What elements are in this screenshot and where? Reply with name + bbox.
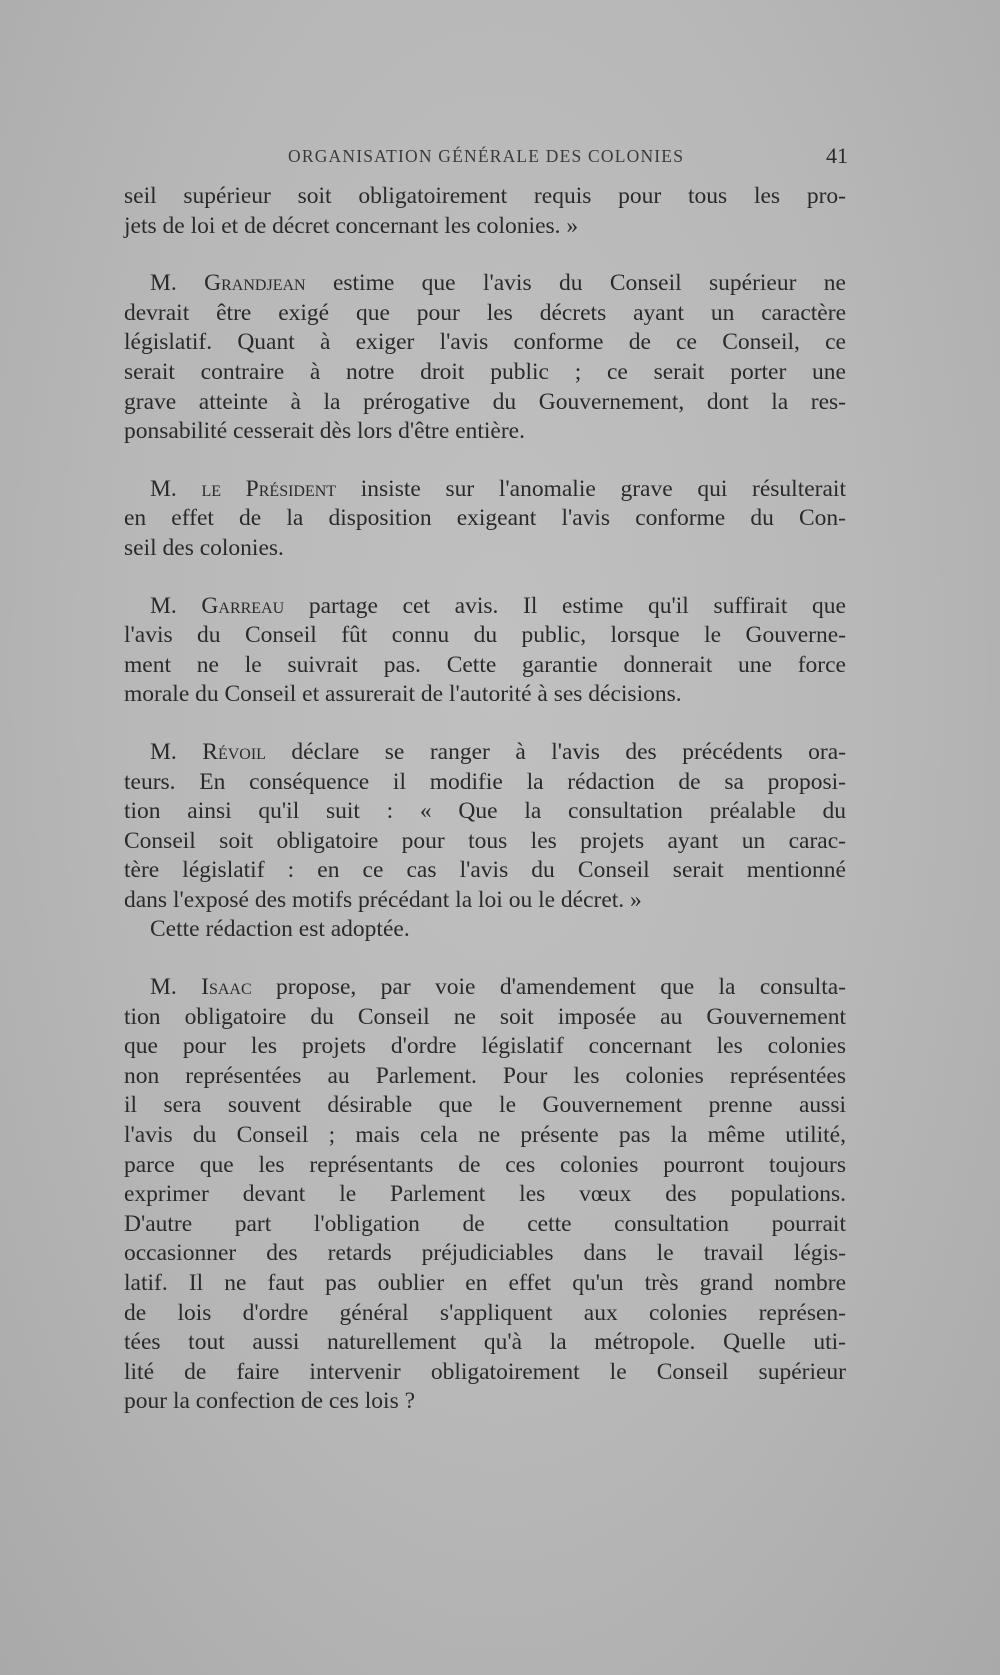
text-line: D'autre part l'obligation de cette consultation pourrait <box>124 1210 846 1237</box>
text-line: grave atteinte à la prérogative du Gouvernement, dont la res- <box>124 388 846 415</box>
text-line: devrait être exigé que pour les décrets ayant un caractère <box>124 299 846 326</box>
first-line-rest: déclare se ranger à l'avis des précédents ora- <box>265 738 846 765</box>
text-line: seil des colonies. <box>124 534 284 561</box>
text-line: législatif. Quant à exiger l'avis conforme de ce Conseil, ce <box>124 329 846 356</box>
text-line: tion ainsi qu'il suit : « Que la consultation préalable du <box>124 798 846 825</box>
speaker-name: Révoil <box>202 738 266 765</box>
speaker-prefix: M. <box>150 592 202 619</box>
first-line-rest: partage cet avis. Il estime qu'il suffirait que <box>284 592 846 619</box>
speaker-prefix: M. <box>150 270 205 297</box>
first-line-rest: propose, par voie d'amendement que la consulta- <box>251 974 846 1001</box>
text-line: occasionner des retards préjudiciables dans le travail légis- <box>124 1240 846 1267</box>
text-line: que pour les projets d'ordre législatif concernant les colonies <box>124 1033 846 1060</box>
speaker-name: Garreau <box>201 592 285 619</box>
paragraph-first-line <box>124 475 846 505</box>
speaker-name: Grandjean <box>204 270 306 297</box>
page-number: 41 <box>826 143 848 168</box>
text-line: non représentées au Parlement. Pour les colonies représentées <box>124 1062 846 1089</box>
paragraph-grandjean <box>124 269 846 447</box>
paragraph-first-line <box>124 738 846 768</box>
text-line: tère législatif : en ce cas l'avis du Conseil serait mentionné <box>124 857 846 884</box>
text-line: teurs. En conséquence il modifie la rédaction de sa proposi- <box>124 768 846 795</box>
adoption-line: Cette rédaction est adoptée. <box>150 916 410 943</box>
text-line: latif. Il ne faut pas oublier en effet qu'un très grand nombre <box>124 1270 846 1296</box>
first-line-rest: estime que l'avis du Conseil supérieur ne <box>305 270 846 297</box>
text-line: Conseil soit obligatoire pour tous les projets ayant un carac- <box>124 827 846 854</box>
body-text <box>124 182 846 1417</box>
speaker-prefix: M. <box>150 974 202 1001</box>
paragraph-president <box>124 475 846 564</box>
page-header <box>124 143 848 174</box>
speaker-name: le Président <box>201 475 337 502</box>
text-line: serait contraire à notre droit public ; ce serait porter une <box>124 358 846 385</box>
paragraph-garreau <box>124 592 846 710</box>
text-line: ment ne le suivrait pas. Cette garantie donnerait une force <box>124 651 846 678</box>
text-line: de lois d'ordre général s'appliquent aux colonies représen- <box>124 1299 846 1326</box>
paragraph-first-line <box>124 269 846 299</box>
paragraph-continuation <box>124 182 846 241</box>
text-line: tées tout aussi naturellement qu'à la métropole. Quelle uti- <box>124 1329 846 1356</box>
text-line: l'avis du Conseil fût connu du public, lorsque le Gouverne- <box>124 622 846 649</box>
paragraph-revoil <box>124 738 846 945</box>
text-line: parce que les représentants de ces colonies pourront toujours <box>124 1151 846 1178</box>
paragraph-first-line <box>124 592 846 622</box>
paragraph-first-line <box>124 973 846 1003</box>
text-line: en effet de la disposition exigeant l'avis conforme du Con- <box>124 505 846 532</box>
text-line: jets de loi et de décret concernant les colonies. » <box>124 212 579 239</box>
speaker-name: Isaac <box>201 974 252 1001</box>
first-line-rest: insiste sur l'anomalie grave qui résulterait <box>336 475 846 502</box>
text-line: ponsabilité cesserait dès lors d'être entière. <box>124 418 525 445</box>
text-line: dans l'exposé des motifs précédant la loi ou le décret. » <box>124 886 642 913</box>
text-line: morale du Conseil et assurerait de l'autorité à ses décisions. <box>124 681 682 708</box>
text-line: seil supérieur soit obligatoirement requis pour tous les pro- <box>124 183 846 209</box>
text-line: pour la confection de ces lois ? <box>124 1388 416 1415</box>
text-line: tion obligatoire du Conseil ne soit imposée au Gouvernement <box>124 1003 846 1030</box>
paragraph-isaac <box>124 973 846 1417</box>
text-line: il sera souvent désirable que le Gouvernement prenne aussi <box>124 1092 846 1119</box>
text-line: exprimer devant le Parlement les vœux des populations. <box>124 1181 846 1208</box>
speaker-prefix: M. <box>150 738 203 765</box>
text-line: lité de faire intervenir obligatoirement le Conseil supérieur <box>124 1358 846 1385</box>
running-title: ORGANISATION GÉNÉRALE DES COLONIES <box>288 146 685 166</box>
speaker-prefix: M. <box>150 475 202 502</box>
text-line: l'avis du Conseil ; mais cela ne présente pas la même utilité, <box>124 1122 846 1149</box>
